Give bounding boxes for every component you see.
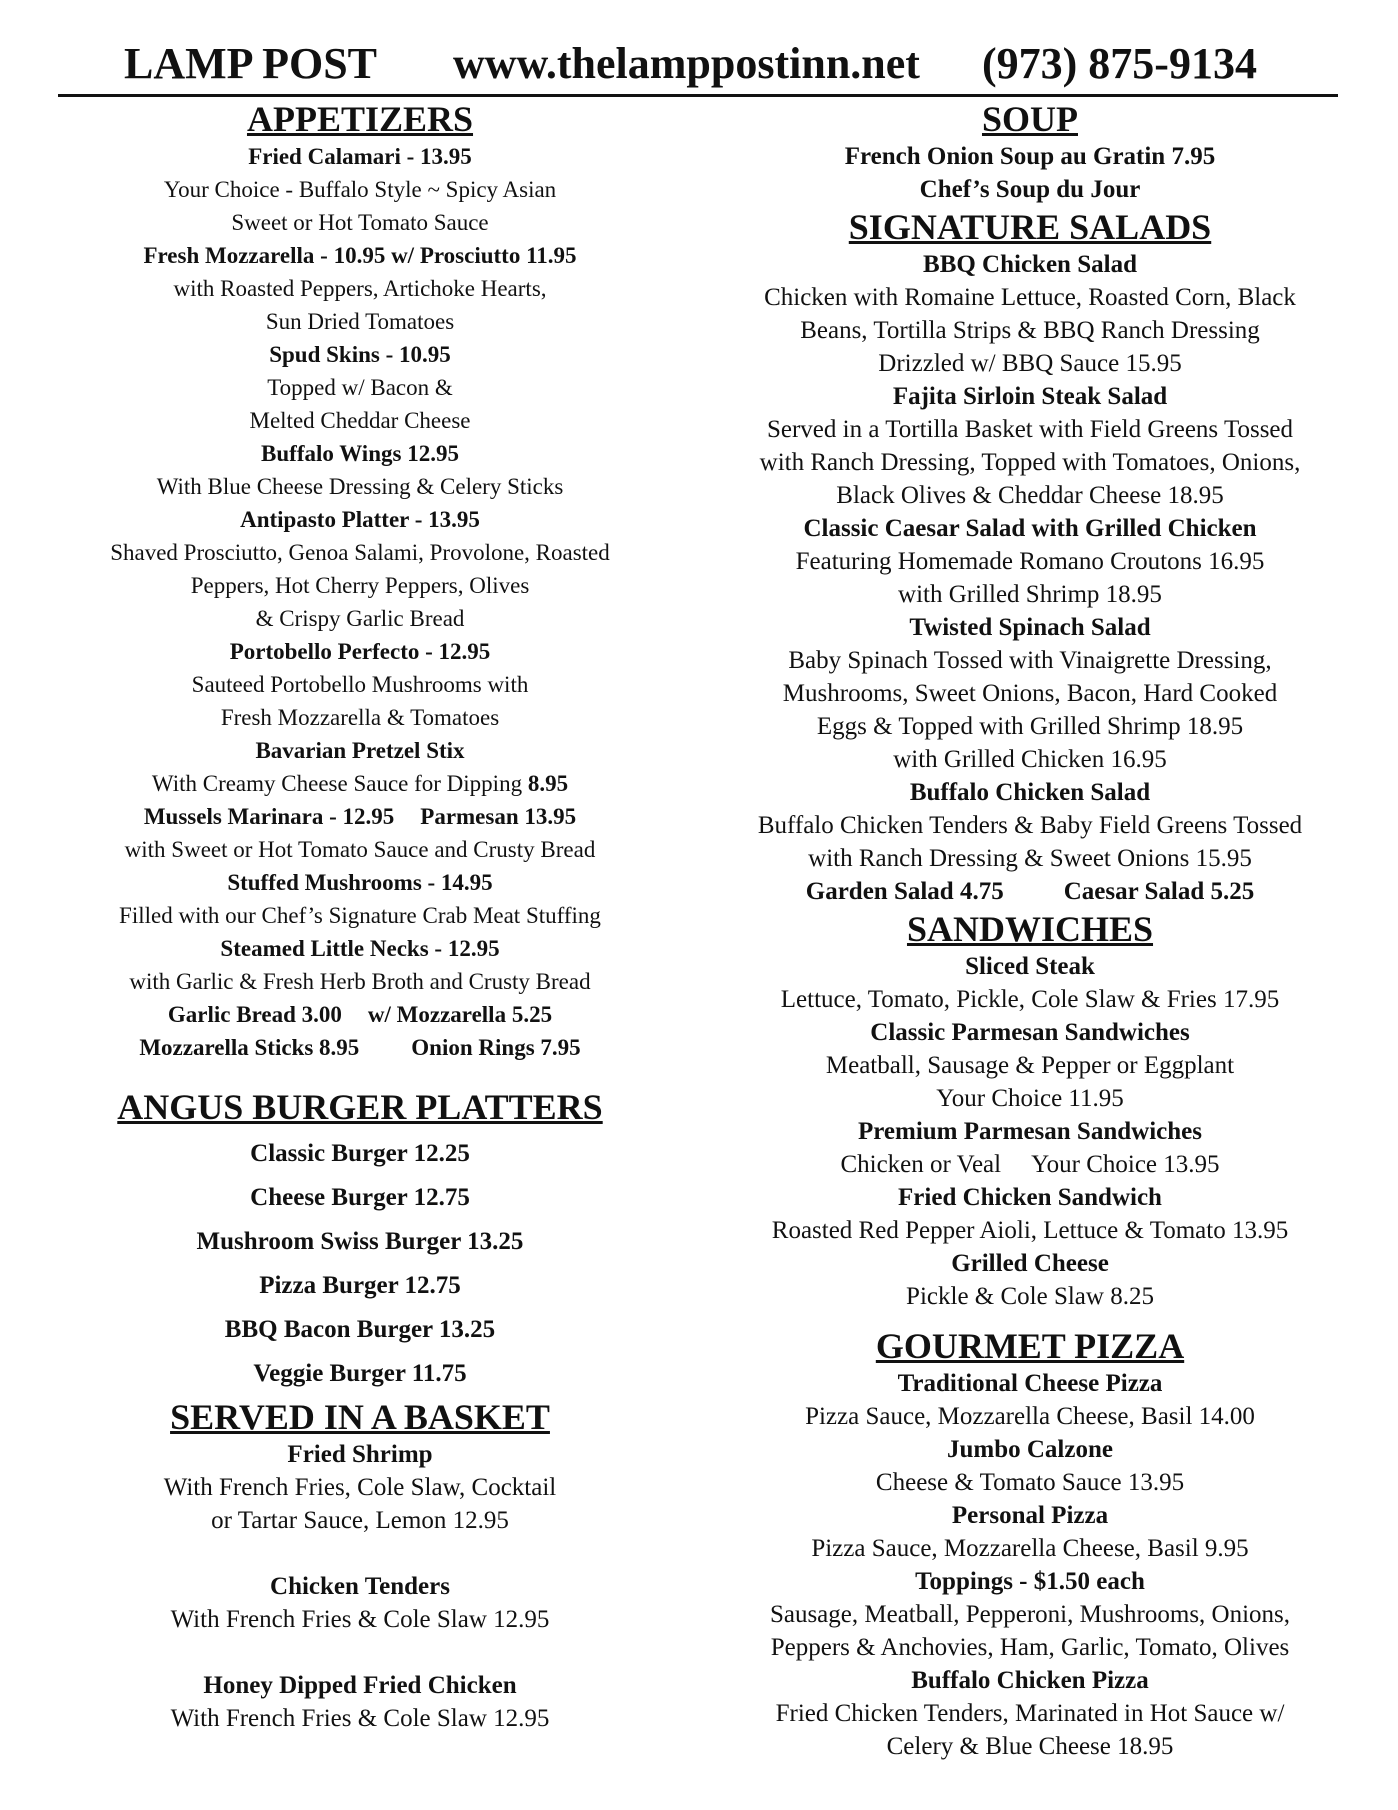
menu-item-description: Drizzled w/ BBQ Sauce 15.95	[878, 350, 1182, 377]
menu-item-name: Toppings - $1.50 each	[915, 1568, 1145, 1595]
menu-item-description: Peppers & Anchovies, Ham, Garlic, Tomato, Olives	[770, 1634, 1290, 1661]
menu-item-name: Traditional Cheese Pizza	[897, 1370, 1163, 1397]
menu-item-description: Sausage, Meatball, Pepperoni, Mushrooms, Onions,	[769, 1601, 1291, 1628]
menu-item-description: Roasted Red Pepper Aioli, Lettuce & Tomato 13.95	[771, 1217, 1289, 1244]
caesar-salad: Caesar Salad 5.25	[1063, 878, 1255, 905]
menu-item-description: with Grilled Shrimp 18.95	[898, 581, 1162, 608]
menu-line	[730, 875, 1330, 908]
menu-item-description: & Crispy Garlic Bread	[255, 606, 465, 631]
menu-item-name: Stuffed Mushrooms - 14.95	[227, 870, 493, 895]
right-column	[730, 98, 1330, 1763]
appetizers-list	[80, 140, 640, 767]
menu-item-name: Bavarian Pretzel Stix	[255, 738, 465, 763]
basket-item-name: Fried Shrimp	[287, 1441, 433, 1468]
soup-item: French Onion Soup au Gratin 7.95	[844, 143, 1216, 170]
menu-item-description: Peppers, Hot Cherry Peppers, Olives	[190, 573, 530, 598]
basket-item-desc: With French Fries, Cole Slaw, Cocktail	[163, 1474, 557, 1501]
burger-item: Veggie Burger 11.75	[253, 1360, 467, 1387]
menu-item-description: Topped w/ Bacon &	[267, 375, 453, 400]
menu-item-name: Buffalo Wings 12.95	[261, 441, 459, 466]
menu-item-description: Mushrooms, Sweet Onions, Bacon, Hard Cooked	[782, 680, 1278, 707]
soup-item: Chef’s Soup du Jour	[919, 176, 1141, 203]
menu-item-name: Personal Pizza	[951, 1502, 1109, 1529]
soup-heading: SOUP	[981, 99, 1078, 139]
menu-item-name: Classic Caesar Salad with Grilled Chicken	[803, 515, 1257, 542]
garden-salad: Garden Salad 4.75	[805, 878, 1004, 905]
left-column	[80, 98, 640, 1735]
menu-item-name: Spud Skins - 10.95	[269, 342, 451, 367]
menu-item-description: Meatball, Sausage & Pepper or Eggplant	[825, 1052, 1235, 1079]
sandwiches-list-2	[730, 1181, 1330, 1313]
menu-line	[730, 1148, 1330, 1181]
sandwiches-list	[730, 950, 1330, 1148]
menu-item-description: Pizza Sauce, Mozzarella Cheese, Basil 9.95	[811, 1535, 1249, 1562]
basket-item-desc: With French Fries & Cole Slaw 12.95	[170, 1705, 550, 1732]
menu-item-description: Buffalo Chicken Tenders & Baby Field Greens Tossed	[757, 812, 1303, 839]
appetizers-heading: APPETIZERS	[246, 99, 474, 139]
pretzel-price: 8.95	[527, 771, 569, 796]
menu-line	[80, 998, 640, 1031]
menu-item-description: with Sweet or Hot Tomato Sauce and Crusty Bread	[124, 837, 596, 862]
pizza-list	[730, 1367, 1330, 1763]
garlic-bread-mozzarella: w/ Mozzarella 5.25	[367, 1002, 553, 1027]
menu-item-name: Twisted Spinach Salad	[909, 614, 1151, 641]
menu-item-name: Premium Parmesan Sandwiches	[858, 1118, 1202, 1145]
appetizers-list-2	[80, 833, 640, 998]
menu-item-name: Grilled Cheese	[951, 1250, 1109, 1277]
menu-line	[80, 1031, 640, 1064]
salads-list	[730, 248, 1330, 875]
menu-item-description: Fresh Mozzarella & Tomatoes	[220, 705, 500, 730]
menu-item-description: Celery & Blue Cheese 18.95	[886, 1733, 1174, 1760]
website: www.thelamppostinn.net	[453, 39, 920, 88]
menu-item-description: Sauteed Portobello Mushrooms with	[191, 672, 529, 697]
menu-item-description: Cheese & Tomato Sauce 13.95	[875, 1469, 1185, 1496]
menu-item-name: Classic Parmesan Sandwiches	[870, 1019, 1190, 1046]
menu-line	[80, 767, 640, 800]
menu-item-name: Steamed Little Necks - 12.95	[220, 936, 500, 961]
menu-item-name: Fried Chicken Sandwich	[898, 1184, 1162, 1211]
menu-item-name: Portobello Perfecto - 12.95	[229, 639, 491, 664]
pizza-heading: GOURMET PIZZA	[875, 1326, 1185, 1366]
menu-header	[58, 34, 1338, 97]
menu-item-name: Fajita Sirloin Steak Salad	[892, 383, 1168, 410]
burger-item: Pizza Burger 12.75	[259, 1272, 461, 1299]
menu-item-description: with Garlic & Fresh Herb Broth and Crusty Bread	[129, 969, 591, 994]
menu-item-description: Sun Dried Tomatoes	[265, 309, 455, 334]
menu-item-description: Eggs & Topped with Grilled Shrimp 18.95	[816, 713, 1244, 740]
basket-item-name: Honey Dipped Fried Chicken	[203, 1672, 517, 1699]
menu-item-description: Baby Spinach Tossed with Vinaigrette Dressing,	[788, 647, 1272, 674]
menu-item-description: With Blue Cheese Dressing & Celery Sticks	[156, 474, 564, 499]
menu-item-description: Beans, Tortilla Strips & BBQ Ranch Dressing	[800, 317, 1260, 344]
menu-item-description: Fried Chicken Tenders, Marinated in Hot Sauce w/	[775, 1700, 1285, 1727]
menu-item-description: Sweet or Hot Tomato Sauce	[231, 210, 489, 235]
menu-line	[80, 800, 640, 833]
menu-item-description: with Ranch Dressing, Topped with Tomatoes, Onions,	[759, 449, 1301, 476]
mozzarella-sticks: Mozzarella Sticks 8.95	[139, 1035, 360, 1060]
menu-item-name: Buffalo Chicken Salad	[909, 779, 1151, 806]
premium-price: Your Choice 13.95	[1031, 1151, 1220, 1178]
menu-item-name: Sliced Steak	[965, 953, 1095, 980]
menu-item-description: Lettuce, Tomato, Pickle, Cole Slaw & Fries 17.95	[780, 986, 1280, 1013]
menu-item-name: BBQ Chicken Salad	[923, 251, 1137, 278]
pretzel-description: With Creamy Cheese Sauce for Dipping	[151, 771, 523, 796]
menu-item-description: Your Choice 11.95	[936, 1085, 1124, 1112]
restaurant-name: LAMP POST	[124, 39, 378, 88]
menu-item-description: Pickle & Cole Slaw 8.25	[906, 1283, 1154, 1310]
menu-item-name: Fried Calamari - 13.95	[248, 144, 472, 169]
premium-options: Chicken or Veal	[840, 1151, 1002, 1178]
menu-item-description: Filled with our Chef’s Signature Crab Meat Stuffing	[119, 903, 601, 928]
basket-heading: SERVED IN A BASKET	[170, 1397, 550, 1437]
mussels-marinara: Mussels Marinara - 12.95	[143, 804, 395, 829]
burger-item: BBQ Bacon Burger 13.25	[224, 1316, 496, 1343]
menu-item-name: Antipasto Platter - 13.95	[240, 507, 480, 532]
basket-item-desc: or Tartar Sauce, Lemon 12.95	[211, 1507, 509, 1534]
menu-item-description: Chicken with Romaine Lettuce, Roasted Corn, Black	[764, 284, 1296, 311]
menu-item-description: with Roasted Peppers, Artichoke Hearts,	[173, 276, 547, 301]
mussels-parmesan: Parmesan 13.95	[420, 804, 577, 829]
menu-item-name: Fresh Mozzarella - 10.95 w/ Prosciutto 11.95	[143, 243, 577, 268]
basket-item-name: Chicken Tenders	[270, 1573, 450, 1600]
burgers-heading: ANGUS BURGER PLATTERS	[117, 1087, 603, 1127]
menu-item-description: Pizza Sauce, Mozzarella Cheese, Basil 14.00	[805, 1403, 1255, 1430]
menu-item-description: with Ranch Dressing & Sweet Onions 15.95	[808, 845, 1252, 872]
basket-item-desc: With French Fries & Cole Slaw 12.95	[170, 1606, 550, 1633]
phone-number: (973) 875-9134	[982, 39, 1257, 88]
menu-item-description: with Grilled Chicken 16.95	[893, 746, 1167, 773]
onion-rings: Onion Rings 7.95	[411, 1035, 581, 1060]
burger-item: Mushroom Swiss Burger 13.25	[196, 1228, 524, 1255]
salads-heading: SIGNATURE SALADS	[848, 207, 1212, 247]
sandwiches-heading: SANDWICHES	[906, 909, 1154, 949]
menu-item-description: Melted Cheddar Cheese	[249, 408, 471, 433]
menu-item-description: Black Olives & Cheddar Cheese 18.95	[836, 482, 1224, 509]
burgers-list	[80, 1132, 640, 1396]
menu-item-description: Served in a Tortilla Basket with Field Greens Tossed	[766, 416, 1294, 443]
menu-item-name: Buffalo Chicken Pizza	[911, 1667, 1149, 1694]
burger-item: Classic Burger 12.25	[250, 1140, 470, 1167]
menu-item-description: Featuring Homemade Romano Croutons 16.95	[795, 548, 1265, 575]
burger-item: Cheese Burger 12.75	[250, 1184, 470, 1211]
garlic-bread: Garlic Bread 3.00	[167, 1002, 342, 1027]
menu-item-description: Shaved Prosciutto, Genoa Salami, Provolone, Roasted	[110, 540, 610, 565]
menu-item-name: Jumbo Calzone	[947, 1436, 1113, 1463]
menu-item-description: Your Choice - Buffalo Style ~ Spicy Asian	[163, 177, 557, 202]
